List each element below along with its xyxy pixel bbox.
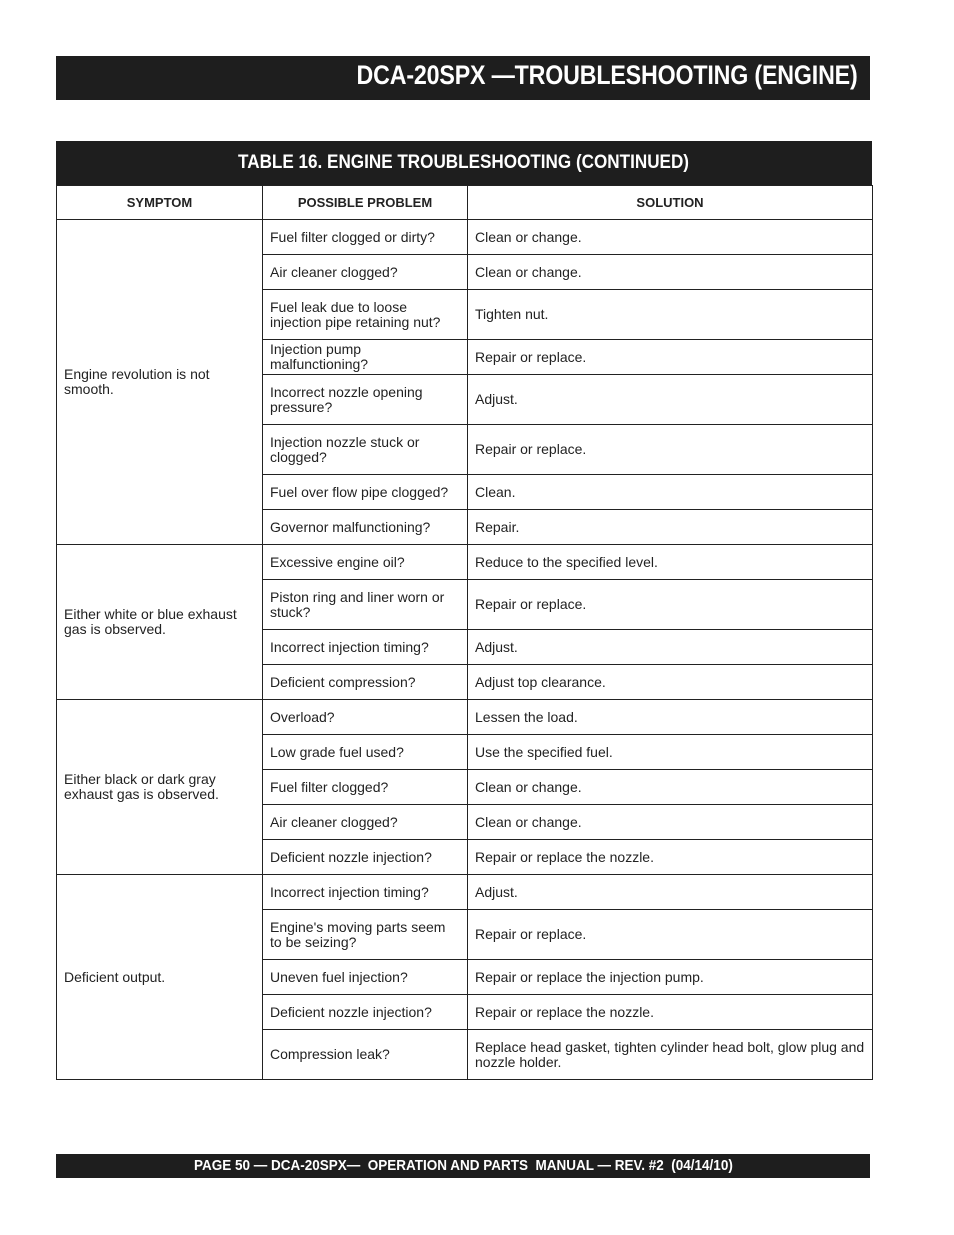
problem-cell: Fuel leak due to loose injection pipe retaining nut? (263, 290, 468, 340)
problem-cell: Incorrect nozzle opening pressure? (263, 375, 468, 425)
table-row (57, 700, 873, 735)
solution-cell: Replace head gasket, tighten cylinder head bolt, glow plug and nozzle holder. (468, 1030, 873, 1080)
problem-cell: Air cleaner clogged? (263, 805, 468, 840)
solution-cell: Tighten nut. (468, 290, 873, 340)
problem-cell: Air cleaner clogged? (263, 255, 468, 290)
problem-cell: Fuel filter clogged? (263, 770, 468, 805)
solution-cell: Repair or replace. (468, 910, 873, 960)
page-footer-bar (56, 1154, 870, 1178)
symptom-cell: Either white or blue exhaust gas is observed. (57, 545, 263, 700)
page-title: DCA-20SPX —TROUBLESHOOTING (ENGINE) (357, 60, 858, 90)
problem-cell: Incorrect injection timing? (263, 630, 468, 665)
problem-cell: Deficient nozzle injection? (263, 995, 468, 1030)
column-header-symptom: SYMPTOM (57, 186, 263, 220)
symptom-cell: Either black or dark gray exhaust gas is observed. (57, 700, 263, 875)
table-title-bar (56, 141, 872, 185)
solution-cell: Repair or replace. (468, 340, 873, 375)
problem-cell: Injection pump malfunctioning? (263, 340, 468, 375)
solution-cell: Repair or replace the injection pump. (468, 960, 873, 995)
solution-cell: Reduce to the specified level. (468, 545, 873, 580)
problem-cell: Uneven fuel injection? (263, 960, 468, 995)
column-header-possible-problem: POSSIBLE PROBLEM (263, 186, 468, 220)
table-title: TABLE 16. ENGINE TROUBLESHOOTING (CONTINUED) (238, 152, 690, 173)
solution-cell: Adjust. (468, 375, 873, 425)
problem-cell: Fuel over flow pipe clogged? (263, 475, 468, 510)
problem-cell: Deficient compression? (263, 665, 468, 700)
table-header-row (57, 186, 873, 220)
solution-cell: Repair. (468, 510, 873, 545)
problem-cell: Deficient nozzle injection? (263, 840, 468, 875)
problem-cell: Compression leak? (263, 1030, 468, 1080)
problem-cell: Governor malfunctioning? (263, 510, 468, 545)
table-row (57, 875, 873, 910)
solution-cell: Repair or replace the nozzle. (468, 840, 873, 875)
problem-cell: Excessive engine oil? (263, 545, 468, 580)
solution-cell: Clean. (468, 475, 873, 510)
solution-cell: Clean or change. (468, 805, 873, 840)
solution-cell: Adjust. (468, 630, 873, 665)
problem-cell: Engine's moving parts seem to be seizing? (263, 910, 468, 960)
solution-cell: Clean or change. (468, 220, 873, 255)
solution-cell: Repair or replace. (468, 425, 873, 475)
solution-cell: Use the specified fuel. (468, 735, 873, 770)
solution-cell: Adjust. (468, 875, 873, 910)
symptom-cell: Deficient output. (57, 875, 263, 1080)
problem-cell: Overload? (263, 700, 468, 735)
problem-cell: Piston ring and liner worn or stuck? (263, 580, 468, 630)
solution-cell: Repair or replace the nozzle. (468, 995, 873, 1030)
solution-cell: Repair or replace. (468, 580, 873, 630)
column-header-solution: SOLUTION (468, 186, 873, 220)
troubleshooting-table (56, 185, 873, 1080)
solution-cell: Lessen the load. (468, 700, 873, 735)
table-row (57, 545, 873, 580)
problem-cell: Fuel filter clogged or dirty? (263, 220, 468, 255)
table-row (57, 220, 873, 255)
symptom-cell: Engine revolution is not smooth. (57, 220, 263, 545)
troubleshooting-table-container (56, 141, 872, 1080)
problem-cell: Low grade fuel used? (263, 735, 468, 770)
solution-cell: Clean or change. (468, 255, 873, 290)
problem-cell: Incorrect injection timing? (263, 875, 468, 910)
page-header-bar (56, 56, 870, 100)
page-footer-text: PAGE 50 — DCA-20SPX— OPERATION AND PARTS MANUAL — REV. #2 (04/14/10) (193, 1157, 733, 1174)
solution-cell: Adjust top clearance. (468, 665, 873, 700)
solution-cell: Clean or change. (468, 770, 873, 805)
problem-cell: Injection nozzle stuck or clogged? (263, 425, 468, 475)
